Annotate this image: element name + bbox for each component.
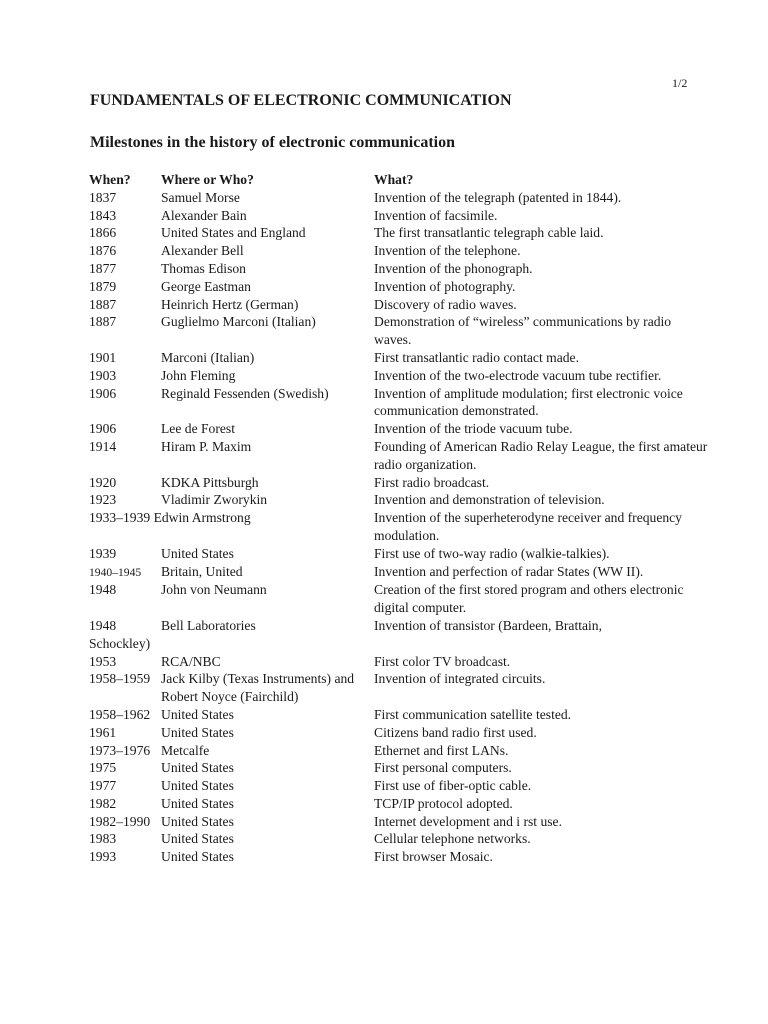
table-row: [89, 617, 709, 635]
cell-when: [89, 438, 161, 474]
table-row: [89, 742, 709, 760]
cell-what: First use of two-way radio (walkie-talkies).: [374, 545, 610, 561]
page-number: 1/2: [672, 76, 688, 90]
cell-when: [89, 724, 161, 742]
cell-who: Britain, United: [161, 563, 243, 579]
cell-when: [89, 742, 161, 760]
table-row: [89, 313, 709, 349]
cell-when: [89, 260, 161, 278]
cell-who: United States: [161, 760, 234, 776]
cell-when-text: 1982: [89, 795, 117, 811]
cell-who: Vladimir Zworykin: [161, 492, 268, 508]
cell-when: [89, 224, 161, 242]
table-row: [89, 260, 709, 278]
cell-when-text: 1982–1990: [89, 813, 151, 829]
cell-when: [89, 795, 161, 813]
cell-what: The first transatlantic telegraph cable laid.: [374, 225, 604, 241]
cell-what: Discovery of radio waves.: [374, 296, 517, 312]
cell-what: Demonstration of “wireless” communications by radio waves.: [374, 314, 672, 348]
cell-when-text: 1837: [89, 189, 117, 205]
cell-who: United States: [161, 778, 234, 794]
table-row-continuation: [89, 635, 709, 653]
cell-who: John von Neumann: [161, 582, 267, 598]
cell-when-text: 1887: [89, 314, 117, 330]
cell-who: United States: [161, 706, 234, 722]
cell-when: [89, 367, 161, 385]
table-row: [89, 438, 709, 474]
table-row: [89, 724, 709, 742]
cell-when-text: 1914: [89, 438, 117, 454]
table-row: [89, 563, 709, 582]
cell-when-text: 1958–1959: [89, 671, 151, 687]
table-row: [89, 207, 709, 225]
cell-what: Invention of the superheterodyne receiver and frequency modulation.: [374, 510, 682, 543]
cell-who: John Fleming: [161, 367, 236, 383]
cell-when-text: 1977: [89, 778, 117, 794]
table-row: [89, 706, 709, 724]
cell-when-text: 1901: [89, 349, 117, 365]
cell-when: [89, 813, 161, 831]
cell-who: KDKA Pittsburgh: [161, 474, 259, 490]
cell-who: Guglielmo Marconi (Italian): [161, 314, 316, 330]
cell-what: Creation of the first stored program and others electronic digital computer.: [374, 582, 684, 616]
cell-what: Invention of the telegraph (patented in 1844).: [374, 189, 622, 205]
cell-who: Samuel Morse: [161, 189, 240, 205]
cell-continuation: Schockley): [89, 635, 151, 651]
milestones-table: [89, 171, 709, 866]
cell-when: [89, 207, 161, 225]
table-row: [89, 581, 709, 617]
cell-who: United States: [161, 831, 234, 847]
cell-who: Metcalfe: [161, 742, 210, 758]
cell-who: Bell Laboratories: [161, 617, 256, 633]
cell-when: [89, 313, 161, 349]
cell-when: [89, 242, 161, 260]
cell-when-text: 1876: [89, 243, 117, 259]
cell-when: [89, 830, 161, 848]
cell-what: Invention of integrated circuits.: [374, 671, 546, 687]
cell-who: United States and England: [161, 225, 306, 241]
cell-who: United States: [161, 849, 234, 865]
cell-when: [89, 777, 161, 795]
table-row: [89, 296, 709, 314]
cell-when: [89, 349, 161, 367]
table-row: [89, 367, 709, 385]
cell-who: Edwin Armstrong: [153, 510, 251, 526]
cell-who: George Eastman: [161, 278, 251, 294]
table-body: [89, 189, 709, 866]
cell-what: First communication satellite tested.: [374, 706, 572, 722]
cell-when-text: 1983: [89, 831, 117, 847]
cell-what: Invention of the telephone.: [374, 243, 521, 259]
cell-when: [89, 278, 161, 296]
cell-what: Invention of the phonograph.: [374, 260, 533, 276]
cell-when: [89, 706, 161, 724]
cell-who: RCA/NBC: [161, 653, 221, 669]
cell-when: [89, 563, 161, 582]
cell-what: First personal computers.: [374, 760, 512, 776]
cell-what: First radio broadcast.: [374, 474, 490, 490]
cell-when-text: 1866: [89, 225, 117, 241]
cell-when-text: 1879: [89, 278, 117, 294]
cell-when-who: [89, 509, 374, 545]
cell-when-text: 1940–1945: [89, 565, 142, 579]
cell-when-text: 1975: [89, 760, 117, 776]
table-row: [89, 385, 709, 421]
cell-what: Invention of the triode vacuum tube.: [374, 421, 573, 437]
cell-when-text: 1948: [89, 582, 117, 598]
cell-what: Citizens band radio first used.: [374, 724, 537, 740]
cell-what: First color TV broadcast.: [374, 653, 511, 669]
cell-when-text: 1961: [89, 724, 117, 740]
cell-what: Founding of American Radio Relay League, the first amateur radio organization.: [374, 438, 708, 472]
table-row: [89, 777, 709, 795]
cell-what: Invention of photography.: [374, 278, 516, 294]
cell-when-text: 1973–1976: [89, 742, 151, 758]
cell-who: Heinrich Hertz (German): [161, 296, 299, 312]
cell-when-text: 1939: [89, 545, 117, 561]
table-row: [89, 491, 709, 509]
cell-when: [89, 617, 161, 635]
table-row: [89, 813, 709, 831]
cell-when-text: 1903: [89, 367, 117, 383]
table-row: [89, 474, 709, 492]
cell-who: Alexander Bain: [161, 207, 247, 223]
cell-what: Invention of the two-electrode vacuum tube rectifier.: [374, 367, 662, 383]
cell-when: [89, 491, 161, 509]
table-row: [89, 545, 709, 563]
cell-when-text: 1958–1962: [89, 706, 151, 722]
cell-when-text: 1843: [89, 207, 117, 223]
table-row: [89, 653, 709, 671]
cell-who: Reginald Fessenden (Swedish): [161, 385, 329, 401]
table-row: [89, 795, 709, 813]
cell-who: Jack Kilby (Texas Instruments) and Robert Noyce (Fairchild): [161, 671, 355, 705]
cell-when-text: 1923: [89, 492, 117, 508]
cell-who: United States: [161, 545, 234, 561]
cell-what: Invention and perfection of radar States (WW II).: [374, 563, 644, 579]
table-row: [89, 189, 709, 207]
cell-what: Invention and demonstration of television.: [374, 492, 605, 508]
header-who: Where or Who?: [161, 172, 254, 187]
table-row: [89, 830, 709, 848]
cell-who: United States: [161, 795, 234, 811]
table-row: [89, 848, 709, 866]
cell-what: TCP/IP protocol adopted.: [374, 795, 513, 811]
cell-what: Invention of facsimile.: [374, 207, 498, 223]
table-row: [89, 670, 709, 706]
cell-when-text: 1906: [89, 385, 117, 401]
cell-what: Invention of transistor (Bardeen, Brattain,: [374, 617, 603, 633]
cell-what: Cellular telephone networks.: [374, 831, 531, 847]
table-row: [89, 278, 709, 296]
cell-when-text: 1953: [89, 653, 117, 669]
cell-who: Thomas Edison: [161, 260, 246, 276]
cell-when: [89, 581, 161, 617]
cell-when: [89, 670, 161, 706]
header-what: What?: [374, 172, 414, 187]
cell-when: [89, 759, 161, 777]
cell-when: 1933–1939: [89, 510, 151, 526]
table-row: [89, 420, 709, 438]
cell-what: Invention of amplitude modulation; first electronic voice communication demonstrated.: [374, 385, 683, 419]
cell-when: [89, 545, 161, 563]
cell-when-text: 1993: [89, 849, 117, 865]
cell-when-text: 1948: [89, 617, 117, 633]
cell-when: [89, 420, 161, 438]
cell-who: Alexander Bell: [161, 243, 244, 259]
table-row: [89, 349, 709, 367]
cell-what: Ethernet and first LANs.: [374, 742, 509, 758]
table-row: [89, 242, 709, 260]
cell-when: [89, 385, 161, 421]
header-when: When?: [89, 172, 131, 187]
cell-what: First browser Mosaic.: [374, 849, 493, 865]
table-row: [89, 759, 709, 777]
cell-what: First transatlantic radio contact made.: [374, 349, 579, 365]
cell-what: First use of fiber-optic cable.: [374, 778, 532, 794]
table-header-row: [89, 171, 709, 189]
section-title: Milestones in the history of electronic communication: [90, 134, 455, 151]
cell-who: Lee de Forest: [161, 421, 235, 437]
document-title: FUNDAMENTALS OF ELECTRONIC COMMUNICATION: [90, 92, 512, 109]
cell-when-text: 1887: [89, 296, 117, 312]
cell-who: United States: [161, 813, 234, 829]
cell-what: Internet development and i rst use.: [374, 813, 562, 829]
cell-when: [89, 653, 161, 671]
table-row: [89, 509, 709, 545]
cell-who: Marconi (Italian): [161, 349, 255, 365]
cell-when-text: 1906: [89, 421, 117, 437]
cell-when: [89, 189, 161, 207]
cell-when: [89, 296, 161, 314]
cell-who: United States: [161, 724, 234, 740]
table-row: [89, 224, 709, 242]
cell-when-text: 1877: [89, 260, 117, 276]
cell-when: [89, 474, 161, 492]
cell-when: [89, 848, 161, 866]
cell-who: Hiram P. Maxim: [161, 438, 252, 454]
cell-when-text: 1920: [89, 474, 117, 490]
